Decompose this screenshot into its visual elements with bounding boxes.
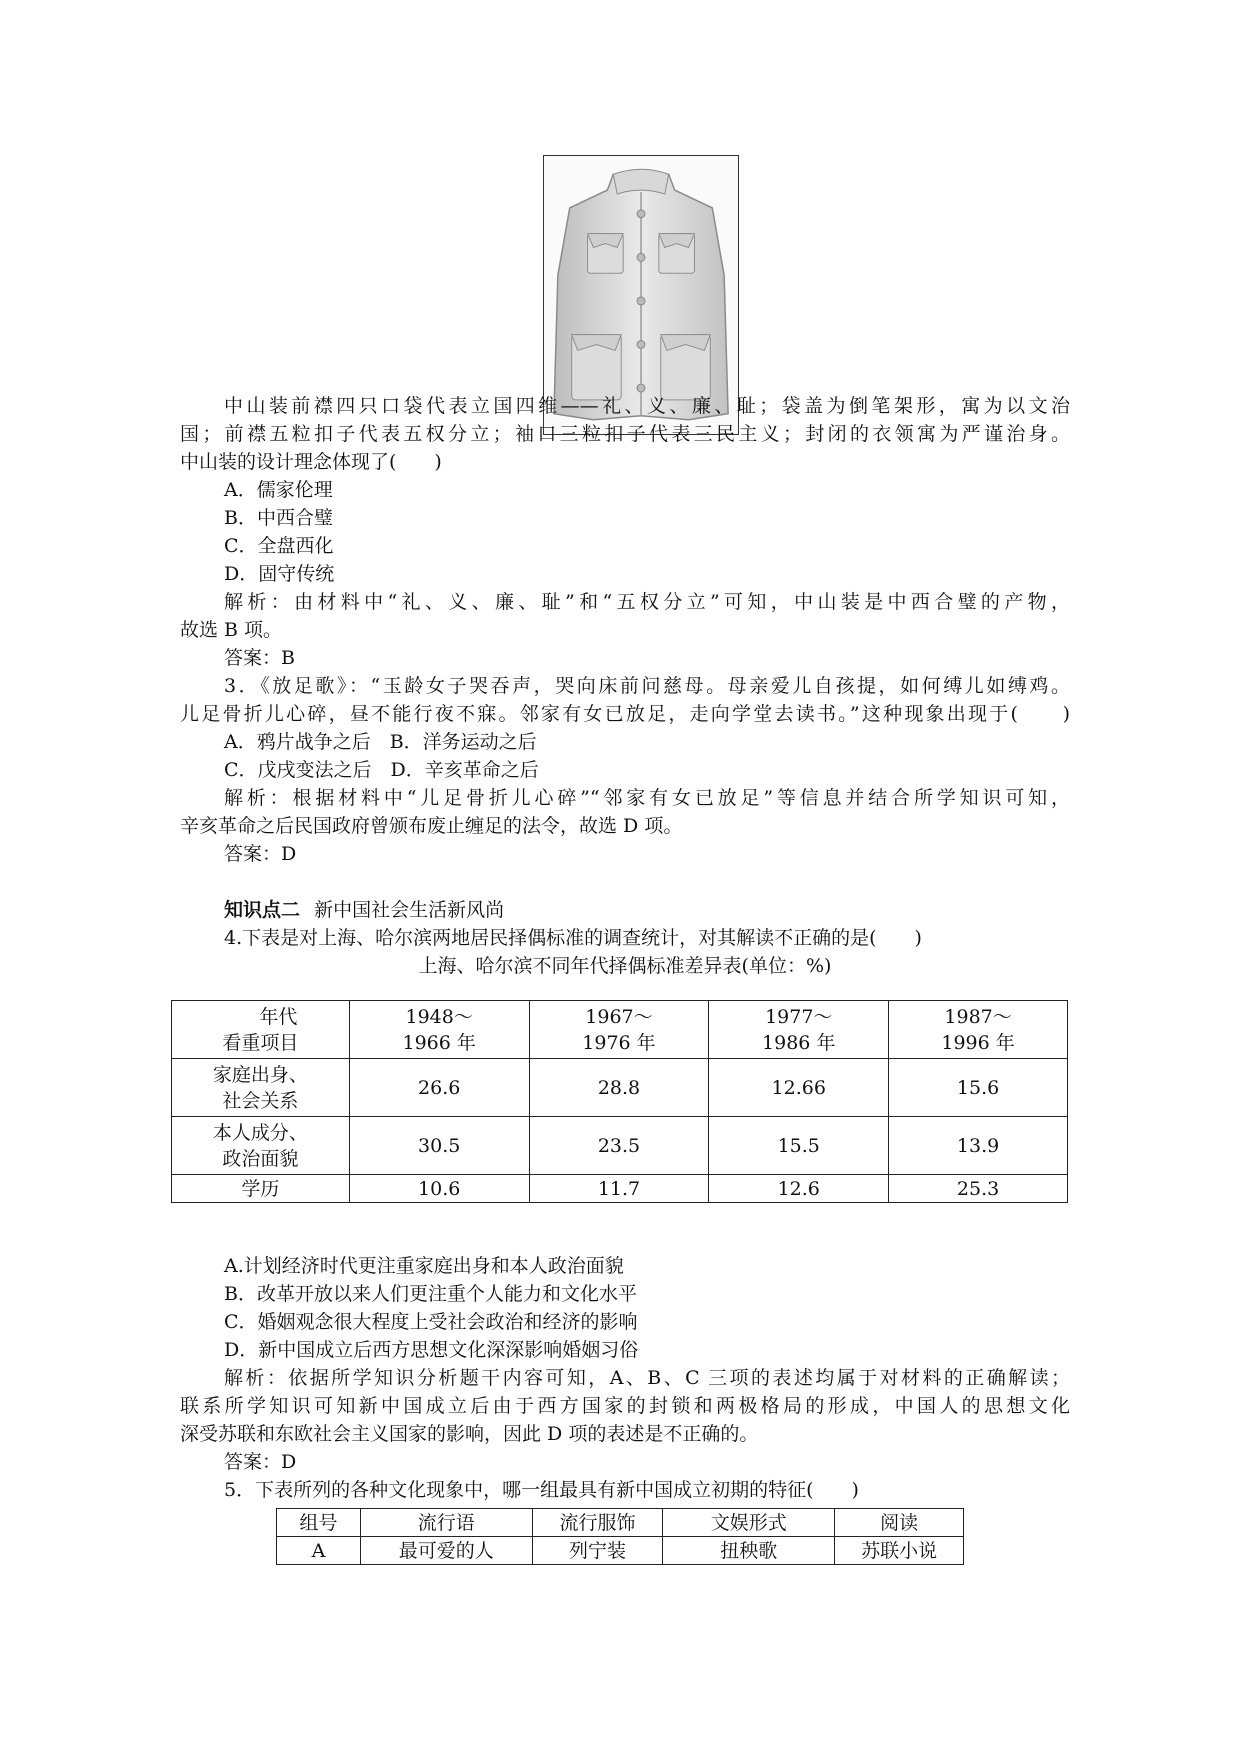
period-end: 1986 年 [762, 1031, 836, 1054]
q3-analysis-line-2: 辛亥革命之后民国政府曾颁布废止缠足的法令，故选 D 项。 [180, 815, 683, 837]
table-row [277, 1537, 964, 1565]
q4-option-b: B．改革开放以来人们更注重个人能力和文化水平 [224, 1283, 637, 1305]
table-cell: 列宁装 [532, 1537, 663, 1565]
row-label-line: 社会关系 [222, 1089, 299, 1112]
q4-option-c: C．婚姻观念很大程度上受社会政治和经济的影响 [224, 1311, 638, 1333]
column-header: 文娱形式 [663, 1509, 835, 1537]
q2-option-c: C．全盘西化 [224, 535, 334, 557]
q2-option-a: A．儒家伦理 [224, 479, 333, 501]
q3-stem-line-1: 3．《放足歌》：“玉龄女子哭吞声，哭向床前问慈母。母亲爱儿自孩提，如何缚儿如缚鸡。 [224, 675, 1070, 697]
q4-analysis-line-2: 联系所学知识可知新中国成立后由于西方国家的封锁和两极格局的形成，中国人的思想文化 [180, 1395, 1070, 1417]
q2-answer: 答案：B [224, 647, 295, 669]
row-label [172, 1117, 350, 1175]
table-cell: 23.5 [529, 1117, 709, 1175]
table-row [172, 1117, 1068, 1175]
q4-analysis-line-3: 深受苏联和东欧社会主义国家的影响，因此 D 项的表述是不正确的。 [180, 1423, 759, 1445]
period-header [709, 1001, 889, 1059]
column-header: 阅读 [835, 1509, 964, 1537]
q4-answer: 答案：D [224, 1451, 297, 1473]
q4-analysis-line-1: 解析：依据所学知识分析题干内容可知，A、B、C 三项的表述均属于对材料的正确解读； [224, 1367, 1070, 1389]
table-cell: A [277, 1537, 361, 1565]
table-cell: 11.7 [529, 1175, 709, 1203]
q2-stem-line-2: 国；前襟五粒扣子代表五权分立；袖口三粒扣子代表三民主义；封闭的衣领寓为严谨治身。 [180, 423, 1070, 445]
table-cell: 15.5 [709, 1117, 889, 1175]
table-row [172, 1059, 1068, 1117]
table-cell: 10.6 [349, 1175, 529, 1203]
period-header [349, 1001, 529, 1059]
section-title: 新中国社会生活新风尚 [314, 899, 505, 921]
table-cell: 26.6 [349, 1059, 529, 1117]
table-cell: 25.3 [889, 1175, 1068, 1203]
q4-option-d: D．新中国成立后西方思想文化深深影响婚姻习俗 [224, 1339, 639, 1361]
culture-table [276, 1508, 964, 1565]
corner-top-label: 年代 [259, 1005, 298, 1028]
row-label [172, 1059, 350, 1117]
section-heading [224, 896, 504, 924]
column-header: 组号 [277, 1509, 361, 1537]
q2-stem-line-3: 中山装的设计理念体现了( ) [180, 451, 442, 473]
q2-analysis-line-1: 解析：由材料中“礼、义、廉、耻”和“五权分立”可知，中山装是中西合璧的产物， [224, 591, 1070, 613]
q5-stem: 5．下表所列的各种文化现象中，哪一组最具有新中国成立初期的特征( ) [224, 1479, 859, 1501]
row-label-line: 家庭出身、 [212, 1063, 308, 1086]
q4-table-title: 上海、哈尔滨不同年代择偶标准差异表(单位：%) [418, 955, 832, 977]
period-end: 1966 年 [402, 1031, 476, 1054]
mate-standard-table [171, 1000, 1068, 1203]
table-cell: 30.5 [349, 1117, 529, 1175]
period-end: 1976 年 [582, 1031, 656, 1054]
table-cell: 13.9 [889, 1117, 1068, 1175]
period-start: 1948～ [405, 1005, 473, 1028]
table-cell: 15.6 [889, 1059, 1068, 1117]
period-header [529, 1001, 709, 1059]
q2-option-b: B．中西合璧 [224, 507, 333, 529]
table-cell: 12.6 [709, 1175, 889, 1203]
period-end: 1996 年 [941, 1031, 1015, 1054]
q3-analysis-line-1: 解析：根据材料中“儿足骨折儿心碎”“邻家有女已放足”等信息并结合所学知识可知， [224, 787, 1070, 809]
q2-analysis-line-2: 故选 B 项。 [180, 619, 283, 641]
corner-bottom-label: 看重项目 [222, 1031, 299, 1054]
table-cell: 最可爱的人 [360, 1537, 532, 1565]
q3-options-row-2: C．戊戌变法之后 D．辛亥革命之后 [224, 759, 539, 781]
q3-answer: 答案：D [224, 843, 297, 865]
row-label-line: 政治面貌 [222, 1147, 299, 1170]
q4-option-a: A.计划经济时代更注重家庭出身和本人政治面貌 [224, 1255, 624, 1277]
table-cell: 28.8 [529, 1059, 709, 1117]
period-start: 1987～ [944, 1005, 1012, 1028]
table-header-row [172, 1001, 1068, 1059]
table-cell: 苏联小说 [835, 1537, 964, 1565]
section-label: 知识点二 [224, 899, 301, 921]
q4-stem: 4.下表是对上海、哈尔滨两地居民择偶标准的调查统计，对其解读不正确的是( ) [224, 927, 922, 949]
period-header [889, 1001, 1068, 1059]
table-corner-cell [172, 1001, 350, 1059]
table-cell: 扭秧歌 [663, 1537, 835, 1565]
q2-option-d: D．固守传统 [224, 563, 335, 585]
column-header: 流行服饰 [532, 1509, 663, 1537]
q2-stem-line-1: 中山装前襟四只口袋代表立国四维——礼、义、廉、耻；袋盖为倒笔架形，寓为以文治 [224, 395, 1070, 417]
row-label: 学历 [172, 1175, 350, 1203]
column-header: 流行语 [360, 1509, 532, 1537]
q3-stem-line-2: 儿足骨折儿心碎，昼不能行夜不寐。邻家有女已放足，走向学堂去读书。”这种现象出现于( ) [180, 703, 1070, 725]
q3-options-row-1: A．鸦片战争之后 B．洋务运动之后 [224, 731, 537, 753]
period-start: 1967～ [585, 1005, 653, 1028]
period-start: 1977～ [765, 1005, 833, 1028]
row-label-line: 本人成分、 [212, 1121, 308, 1144]
table-row [172, 1175, 1068, 1203]
table-cell: 12.66 [709, 1059, 889, 1117]
table-header-row [277, 1509, 964, 1537]
